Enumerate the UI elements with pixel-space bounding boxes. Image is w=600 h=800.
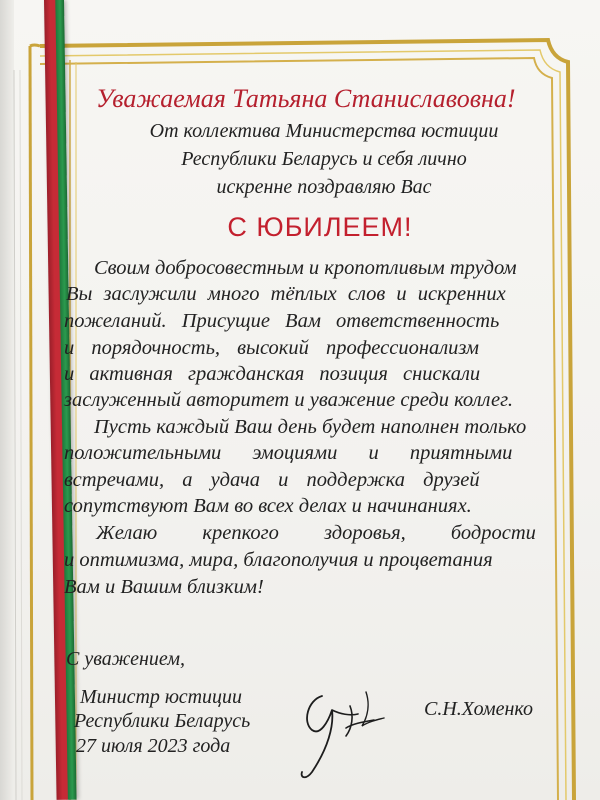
closing: С уважением, bbox=[66, 648, 186, 670]
signer-name: С.Н.Хоменко bbox=[424, 698, 533, 720]
body-line: сопутствуют Вам во всех делах и начинаниях. bbox=[64, 495, 472, 517]
jubilee-heading: С ЮБИЛЕЕМ! bbox=[227, 212, 413, 242]
body-line: положительными эмоциями и приятными bbox=[64, 442, 513, 464]
body-line: и оптимизма, мира, благополучия и процветания bbox=[64, 549, 493, 571]
intro-line: От коллектива Министерства юстиции bbox=[149, 120, 499, 142]
body-line: Вам и Вашим близким! bbox=[64, 576, 264, 598]
intro-line: Республики Беларусь и себя лично bbox=[181, 148, 467, 170]
body-line: заслуженный авторитет и уважение среди коллег. bbox=[64, 389, 513, 411]
letter-date: 27 июля 2023 года bbox=[76, 735, 231, 757]
salutation: Уважаемая Татьяна Станиславовна! bbox=[96, 84, 516, 113]
signer-title-line: Министр юстиции bbox=[80, 686, 243, 708]
body-line: встречами, а удача и поддержка друзей bbox=[64, 469, 480, 491]
signer-title-line: Республики Беларусь bbox=[74, 710, 251, 732]
body-line: Вы заслужили много тёплых слов и искренних bbox=[66, 283, 506, 305]
body-line: пожеланий. Присущие Вам ответственность bbox=[64, 310, 500, 332]
body-line: и активная гражданская позиция снискали bbox=[64, 363, 481, 385]
body-line: и порядочность, высокий профессионализм bbox=[64, 337, 479, 359]
body-line: Желаю крепкого здоровья, бодрости bbox=[96, 522, 536, 544]
intro-line: искренне поздравляю Вас bbox=[216, 176, 432, 198]
handwritten-signature bbox=[288, 676, 398, 786]
body-line: Своим добросовестным и кропотливым трудом bbox=[94, 257, 517, 279]
body-line: Пусть каждый Ваш день будет наполнен только bbox=[94, 416, 527, 438]
